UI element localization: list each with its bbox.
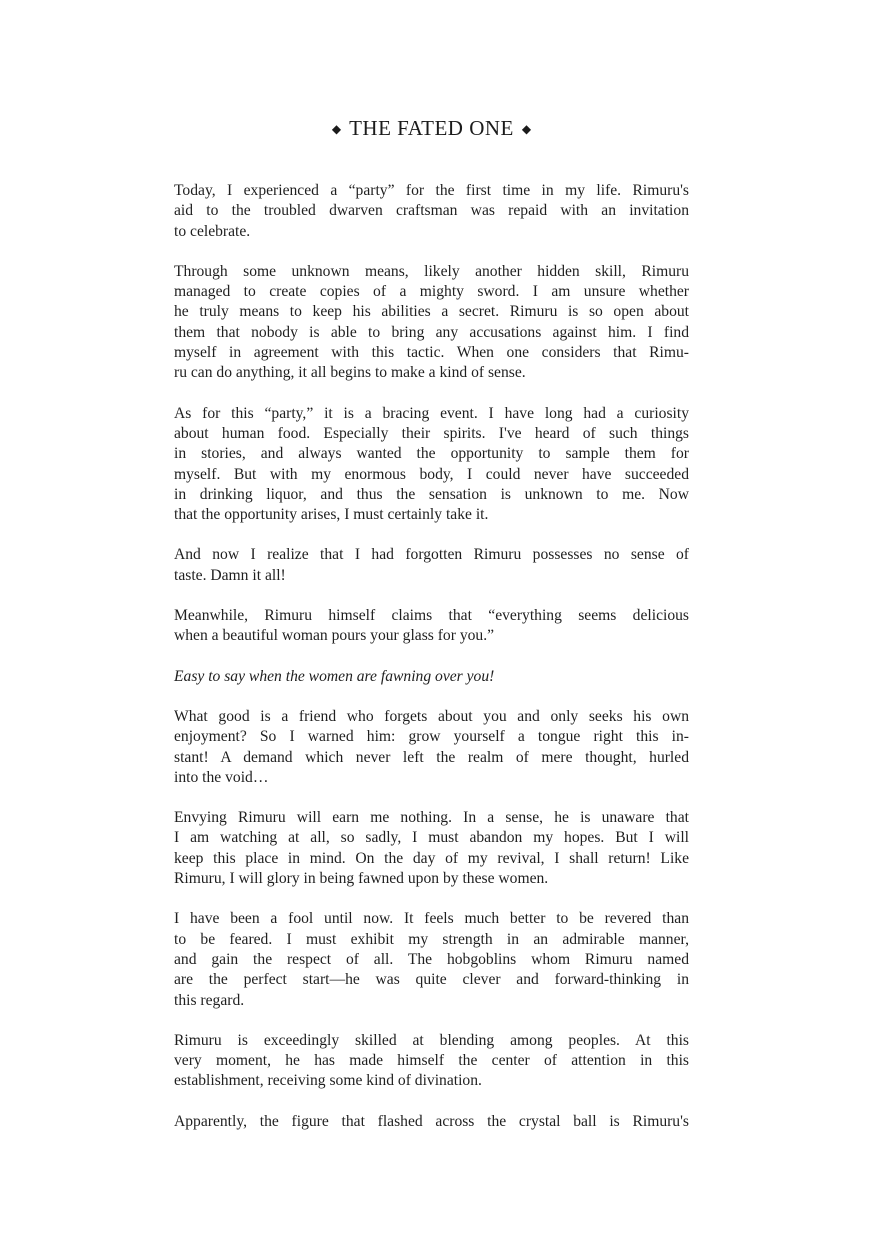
text-line: to celebrate. bbox=[174, 222, 251, 240]
text-line: them that nobody is able to bring any accusations against him. I find bbox=[174, 323, 689, 341]
paragraph-7 bbox=[174, 707, 689, 788]
text-line: Rimuru, I will glory in being fawned upon by these women. bbox=[174, 870, 549, 888]
chapter-title bbox=[174, 113, 689, 144]
paragraph-8 bbox=[174, 808, 689, 889]
text-line: and gain the respect of all. The hobgoblins whom Rimuru named bbox=[174, 950, 689, 968]
text-line: in drinking liquor, and thus the sensation is unknown to me. Now bbox=[174, 485, 689, 503]
text-line: myself. But with my enormous body, I could never have succeeded bbox=[174, 465, 689, 483]
text-line: managed to create copies of a mighty sword. I am unsure whether bbox=[174, 283, 689, 301]
text-line: Meanwhile, Rimuru himself claims that “everything seems delicious bbox=[174, 607, 689, 625]
text-line: very moment, he has made himself the center of attention in this bbox=[174, 1052, 689, 1070]
paragraph-6-italic bbox=[174, 667, 689, 687]
page-body bbox=[174, 0, 689, 1132]
diamond-icon: ◆ bbox=[521, 122, 532, 136]
text-line: when a beautiful woman pours your glass for you.” bbox=[174, 627, 495, 645]
text-line: into the void… bbox=[174, 768, 269, 786]
text-line: in stories, and always wanted the opportunity to sample them for bbox=[174, 445, 689, 463]
paragraph-9 bbox=[174, 909, 689, 1010]
text-line: Apparently, the figure that flashed across the crystal ball is Rimuru's bbox=[174, 1112, 689, 1130]
text-line: aid to the troubled dwarven craftsman was repaid with an invitation bbox=[174, 202, 689, 220]
text-line: he truly means to keep his abilities a secret. Rimuru is so open about bbox=[174, 303, 689, 321]
text-line: Envying Rimuru will earn me nothing. In a sense, he is unaware that bbox=[174, 809, 689, 827]
text-line: that the opportunity arises, I must certainly take it. bbox=[174, 506, 489, 524]
paragraph-3 bbox=[174, 404, 689, 526]
text-line: Today, I experienced a “party” for the first time in my life. Rimuru's bbox=[174, 182, 689, 199]
paragraph-2 bbox=[174, 262, 689, 384]
text-line: I am watching at all, so sadly, I must abandon my hopes. But I will bbox=[174, 829, 689, 847]
text-line: stant! A demand which never left the realm of mere thought, hurled bbox=[174, 748, 689, 766]
paragraph-4 bbox=[174, 545, 689, 586]
text-line: What good is a friend who forgets about you and only seeks his own bbox=[174, 707, 689, 725]
text-line: establishment, receiving some kind of divination. bbox=[174, 1072, 482, 1090]
diamond-icon: ◆ bbox=[331, 122, 342, 136]
text-line: Easy to say when the women are fawning over you! bbox=[174, 667, 495, 685]
text-line: about human food. Especially their spirits. I've heard of such things bbox=[174, 424, 689, 442]
text-line: myself in agreement with this tactic. When one considers that Rimu- bbox=[174, 344, 689, 362]
text-line: Rimuru is exceedingly skilled at blending among peoples. At this bbox=[174, 1031, 689, 1049]
paragraph-5 bbox=[174, 606, 689, 647]
text-line: Through some unknown means, likely another hidden skill, Rimuru bbox=[174, 262, 689, 280]
text-line: And now I realize that I had forgotten Rimuru possesses no sense of bbox=[174, 546, 689, 564]
paragraph-11 bbox=[174, 1112, 689, 1132]
text-line: to be feared. I must exhibit my strength in an admirable manner, bbox=[174, 930, 689, 948]
text-line: keep this place in mind. On the day of my revival, I shall return! Like bbox=[174, 849, 689, 867]
text-line: ru can do anything, it all begins to make a kind of sense. bbox=[174, 364, 526, 382]
text-line: are the perfect start—he was quite clever and forward-thinking in bbox=[174, 971, 689, 989]
paragraph-10 bbox=[174, 1031, 689, 1092]
paragraph-1 bbox=[174, 181, 689, 242]
text-line: I have been a fool until now. It feels much better to be revered than bbox=[174, 910, 689, 928]
text-line: enjoyment? So I warned him: grow yourself a tongue right this in- bbox=[174, 728, 689, 746]
text-line: taste. Damn it all! bbox=[174, 566, 286, 584]
text-line: this regard. bbox=[174, 991, 245, 1009]
text-line: As for this “party,” it is a bracing event. I have long had a curiosity bbox=[174, 404, 689, 422]
chapter-title-text: THE FATED ONE bbox=[349, 116, 514, 140]
